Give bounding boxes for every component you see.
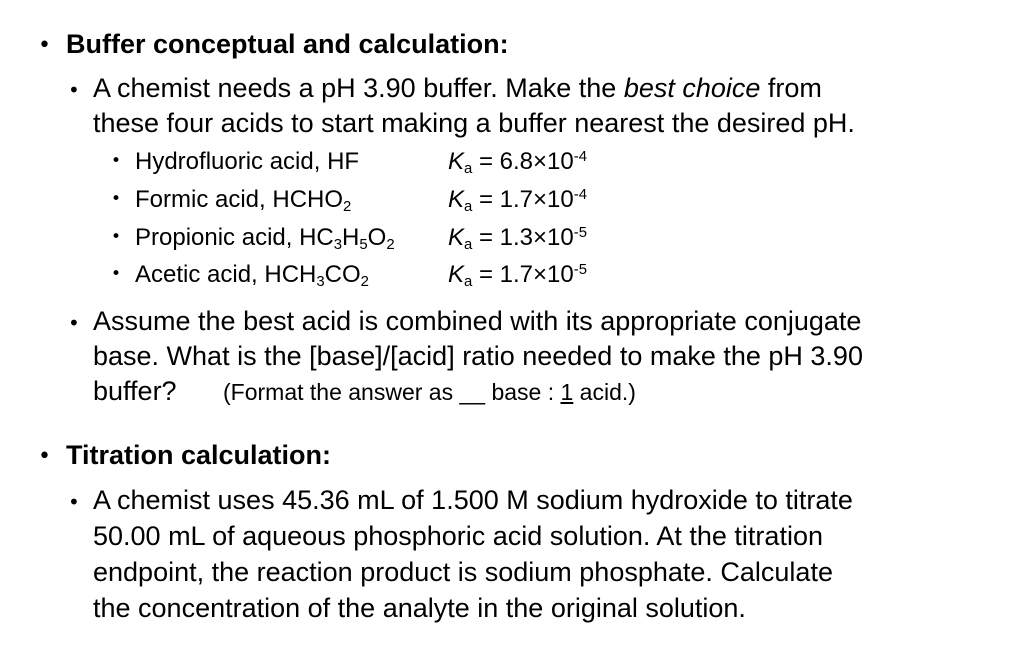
bullet-icon: • [38,444,51,469]
titration-line-2: 50.00 mL of aqueous phosphoric acid solution. At the titration [93,521,823,551]
ka-value-propionic: $K_a = 1.3\times 10^{-5}$ [448,224,587,254]
bullet-icon: • [68,78,80,102]
answer-format-note: (Format the answer as __ base : 1 acid.) [223,379,636,405]
acid-item-acetic: Acetic acid, $HCH_3CO_2$ [135,261,369,291]
ka-value-formic: $K_a = 1.7\times 10^{-4}$ [448,186,587,216]
question-2-line-2: base. What is the [base]/[acid] ratio needed to make the pH 3.90 [93,341,863,371]
bullet-icon: • [111,151,122,171]
bullet-icon: • [111,189,122,209]
question-1-line-1: A chemist needs a pH 3.90 buffer. Make the best choice from [93,73,822,103]
bullet-icon: • [111,227,122,247]
ka-value-acetic: $K_a = 1.7\times 10^{-5}$ [448,261,587,291]
question-1-line-2: these four acids to start making a buffer nearest the desired pH. [93,108,855,138]
bullet-icon: • [111,264,122,284]
section-heading-titration: Titration calculation: [66,440,332,470]
question-2-line-1: Assume the best acid is combined with its appropriate conjugate [93,306,862,336]
bullet-icon: • [68,490,80,514]
ka-value-hydrofluoric: $K_a = 6.8\times 10^{-4}$ [448,148,587,178]
acid-item-propionic: Propionic acid, $HC_3H_5O_2$ [135,224,395,254]
question-2-line-3: buffer? [93,376,177,406]
acid-item-hydrofluoric: Hydrofluoric acid, HF [135,148,360,175]
bullet-icon: • [38,33,51,58]
section-heading-buffer: Buffer conceptual and calculation: [66,29,509,59]
acid-item-formic: Formic acid, $HCHO_2$ [135,186,352,216]
titration-line-4: the concentration of the analyte in the original solution. [93,593,746,623]
bullet-icon: • [68,311,80,335]
titration-line-1: A chemist uses 45.36 mL of 1.500 M sodium hydroxide to titrate [93,485,853,515]
titration-line-3: endpoint, the reaction product is sodium phosphate. Calculate [93,557,833,587]
